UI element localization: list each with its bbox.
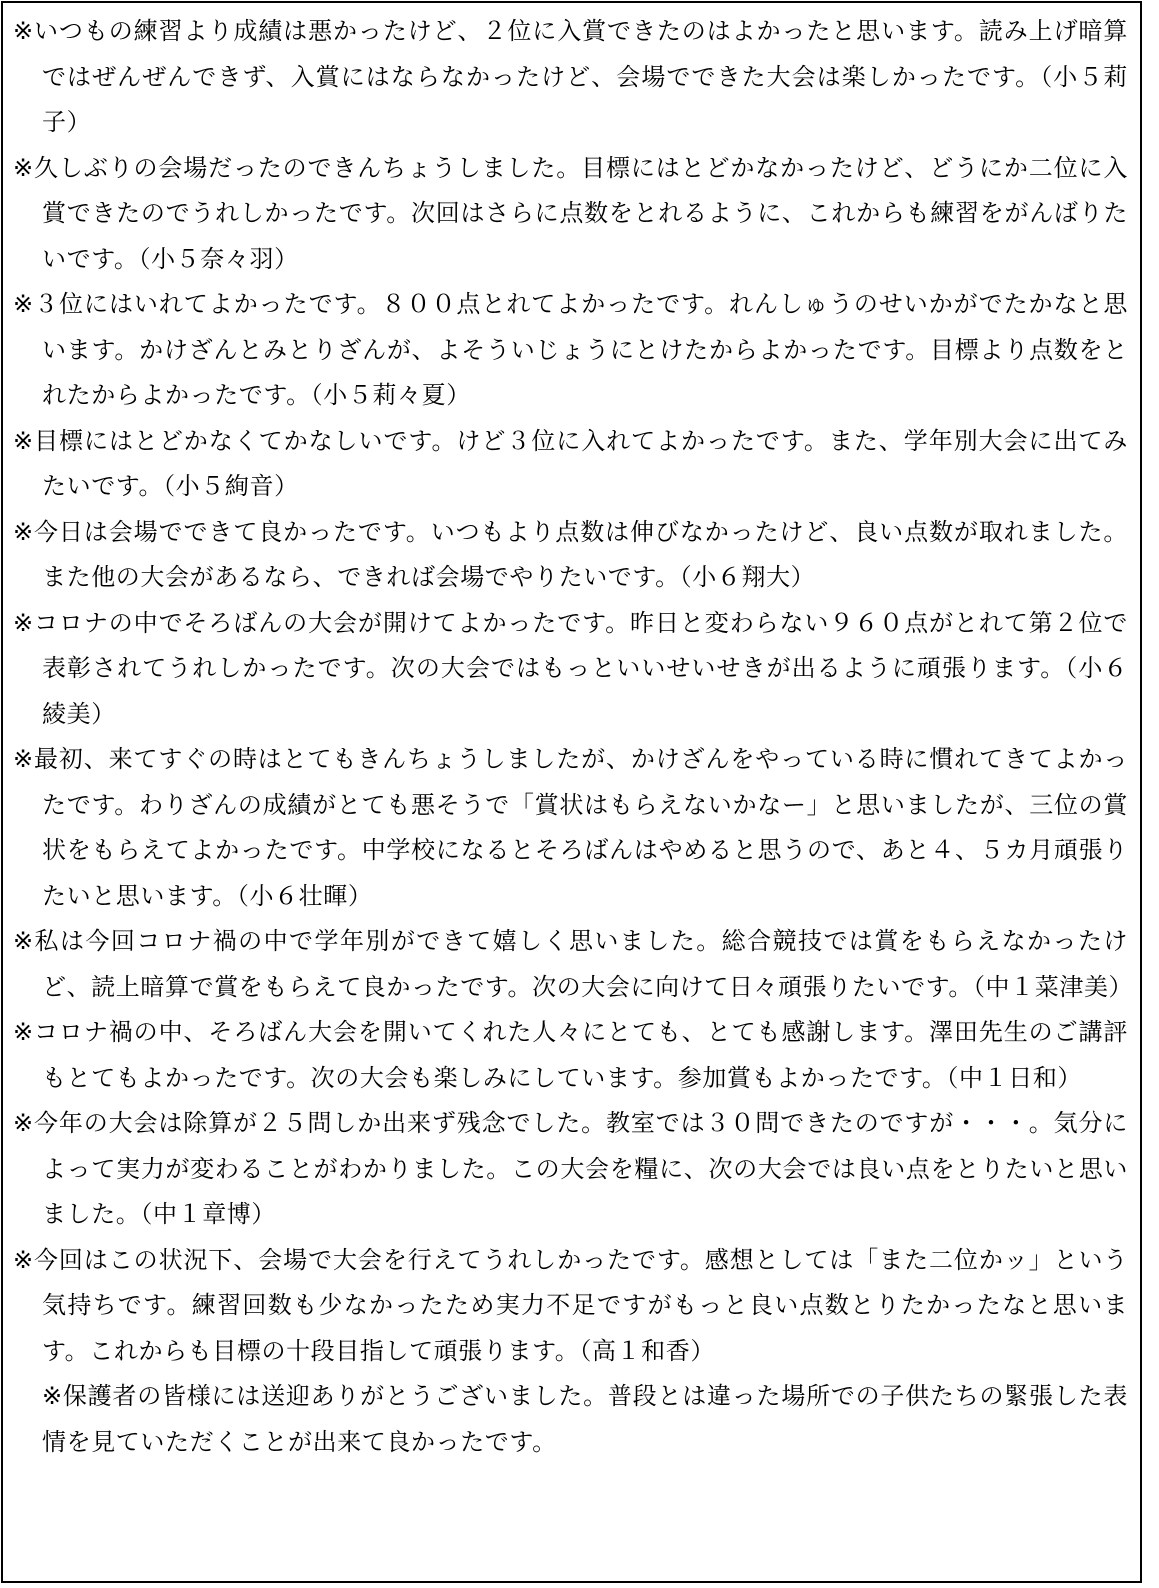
comments-list: [3, 3, 1140, 1581]
comment-item: ※久しぶりの会場だったのできんちょうしました。目標にはとどかなかったけど、どうにか二位に入賞できたのでうれしかったです。次回はさらに点数をとれるように、これからも練習をがんばりたいです。（小５奈々羽）: [13, 153, 1128, 273]
comment-item: ※私は今回コロナ禍の中で学年別ができて嬉しく思いました。総合競技では賞をもらえなかったけど、読上暗算で賞をもらえて良かったです。次の大会に向けて日々頑張りたいです。（中１菜津美）: [13, 927, 1134, 1001]
comment-item: ※最初、来てすぐの時はとてもきんちょうしましたが、かけざんをやっている時に慣れてきてよかったです。わりざんの成績がとても悪そうで「賞状はもらえないかなー」と思いましたが、三位の賞状をもらえてよかったです。中学校になるとそろばんはやめると思うので、あと４、５カ月頑張りたいと思います。（小６壮暉）: [13, 745, 1128, 910]
comment-item: ※コロナ禍の中、そろばん大会を開いてくれた人々にとても、とても感謝します。澤田先生のご講評もとてもよかったです。次の大会も楽しみにしています。参加賞もよかったです。（中１日和）: [13, 1018, 1128, 1092]
comment-item: ※今回はこの状況下、会場で大会を行えてうれしかったです。感想としては「また二位かッ」という気持ちです。練習回数も少なかったため実力不足ですがもっと良い点数とりたかったなと思います。これからも目標の十段目指して頑張ります。（高１和香）: [13, 1245, 1128, 1365]
comment-item: ※コロナの中でそろばんの大会が開けてよかったです。昨日と変わらない９６０点がとれて第２位で表彰されてうれしかったです。次の大会ではもっといいせいせきが出るように頑張ります。（小６綾美）: [13, 608, 1128, 728]
comment-item: ※いつもの練習より成績は悪かったけど、２位に入賞できたのはよかったと思います。読み上げ暗算ではぜんぜんできず、入賞にはならなかったけど、会場でできた大会は楽しかったです。（小５莉子）: [13, 17, 1128, 136]
comment-item: ※今年の大会は除算が２５問しか出来ず残念でした。教室では３０問できたのですが・・・。気分によって実力が変わることがわかりました。この大会を糧に、次の大会では良い点をとりたいと思いました。（中１章博）: [13, 1109, 1128, 1228]
comment-item: ※目標にはとどかなくてかなしいです。けど３位に入れてよかったです。また、学年別大会に出てみたいです。（小５絢音）: [13, 426, 1128, 500]
comment-item: ※３位にはいれてよかったです。８００点とれてよかったです。れんしゅうのせいかがでたかなと思います。かけざんとみとりざんが、よそういじょうにとけたからよかったです。目標より点数をとれたからよかったです。（小５莉々夏）: [13, 290, 1128, 409]
comments-box: [1, 1, 1142, 1583]
comment-item: ※今日は会場でできて良かったです。いつもより点数は伸びなかったけど、良い点数が取れました。また他の大会があるなら、できれば会場でやりたいです。（小６翔大）: [13, 517, 1128, 591]
guardian-note: ※保護者の皆様には送迎ありがとうございました。普段とは違った場所での子供たちの緊張した表情を見ていただくことが出来て良かったです。: [42, 1382, 1128, 1456]
